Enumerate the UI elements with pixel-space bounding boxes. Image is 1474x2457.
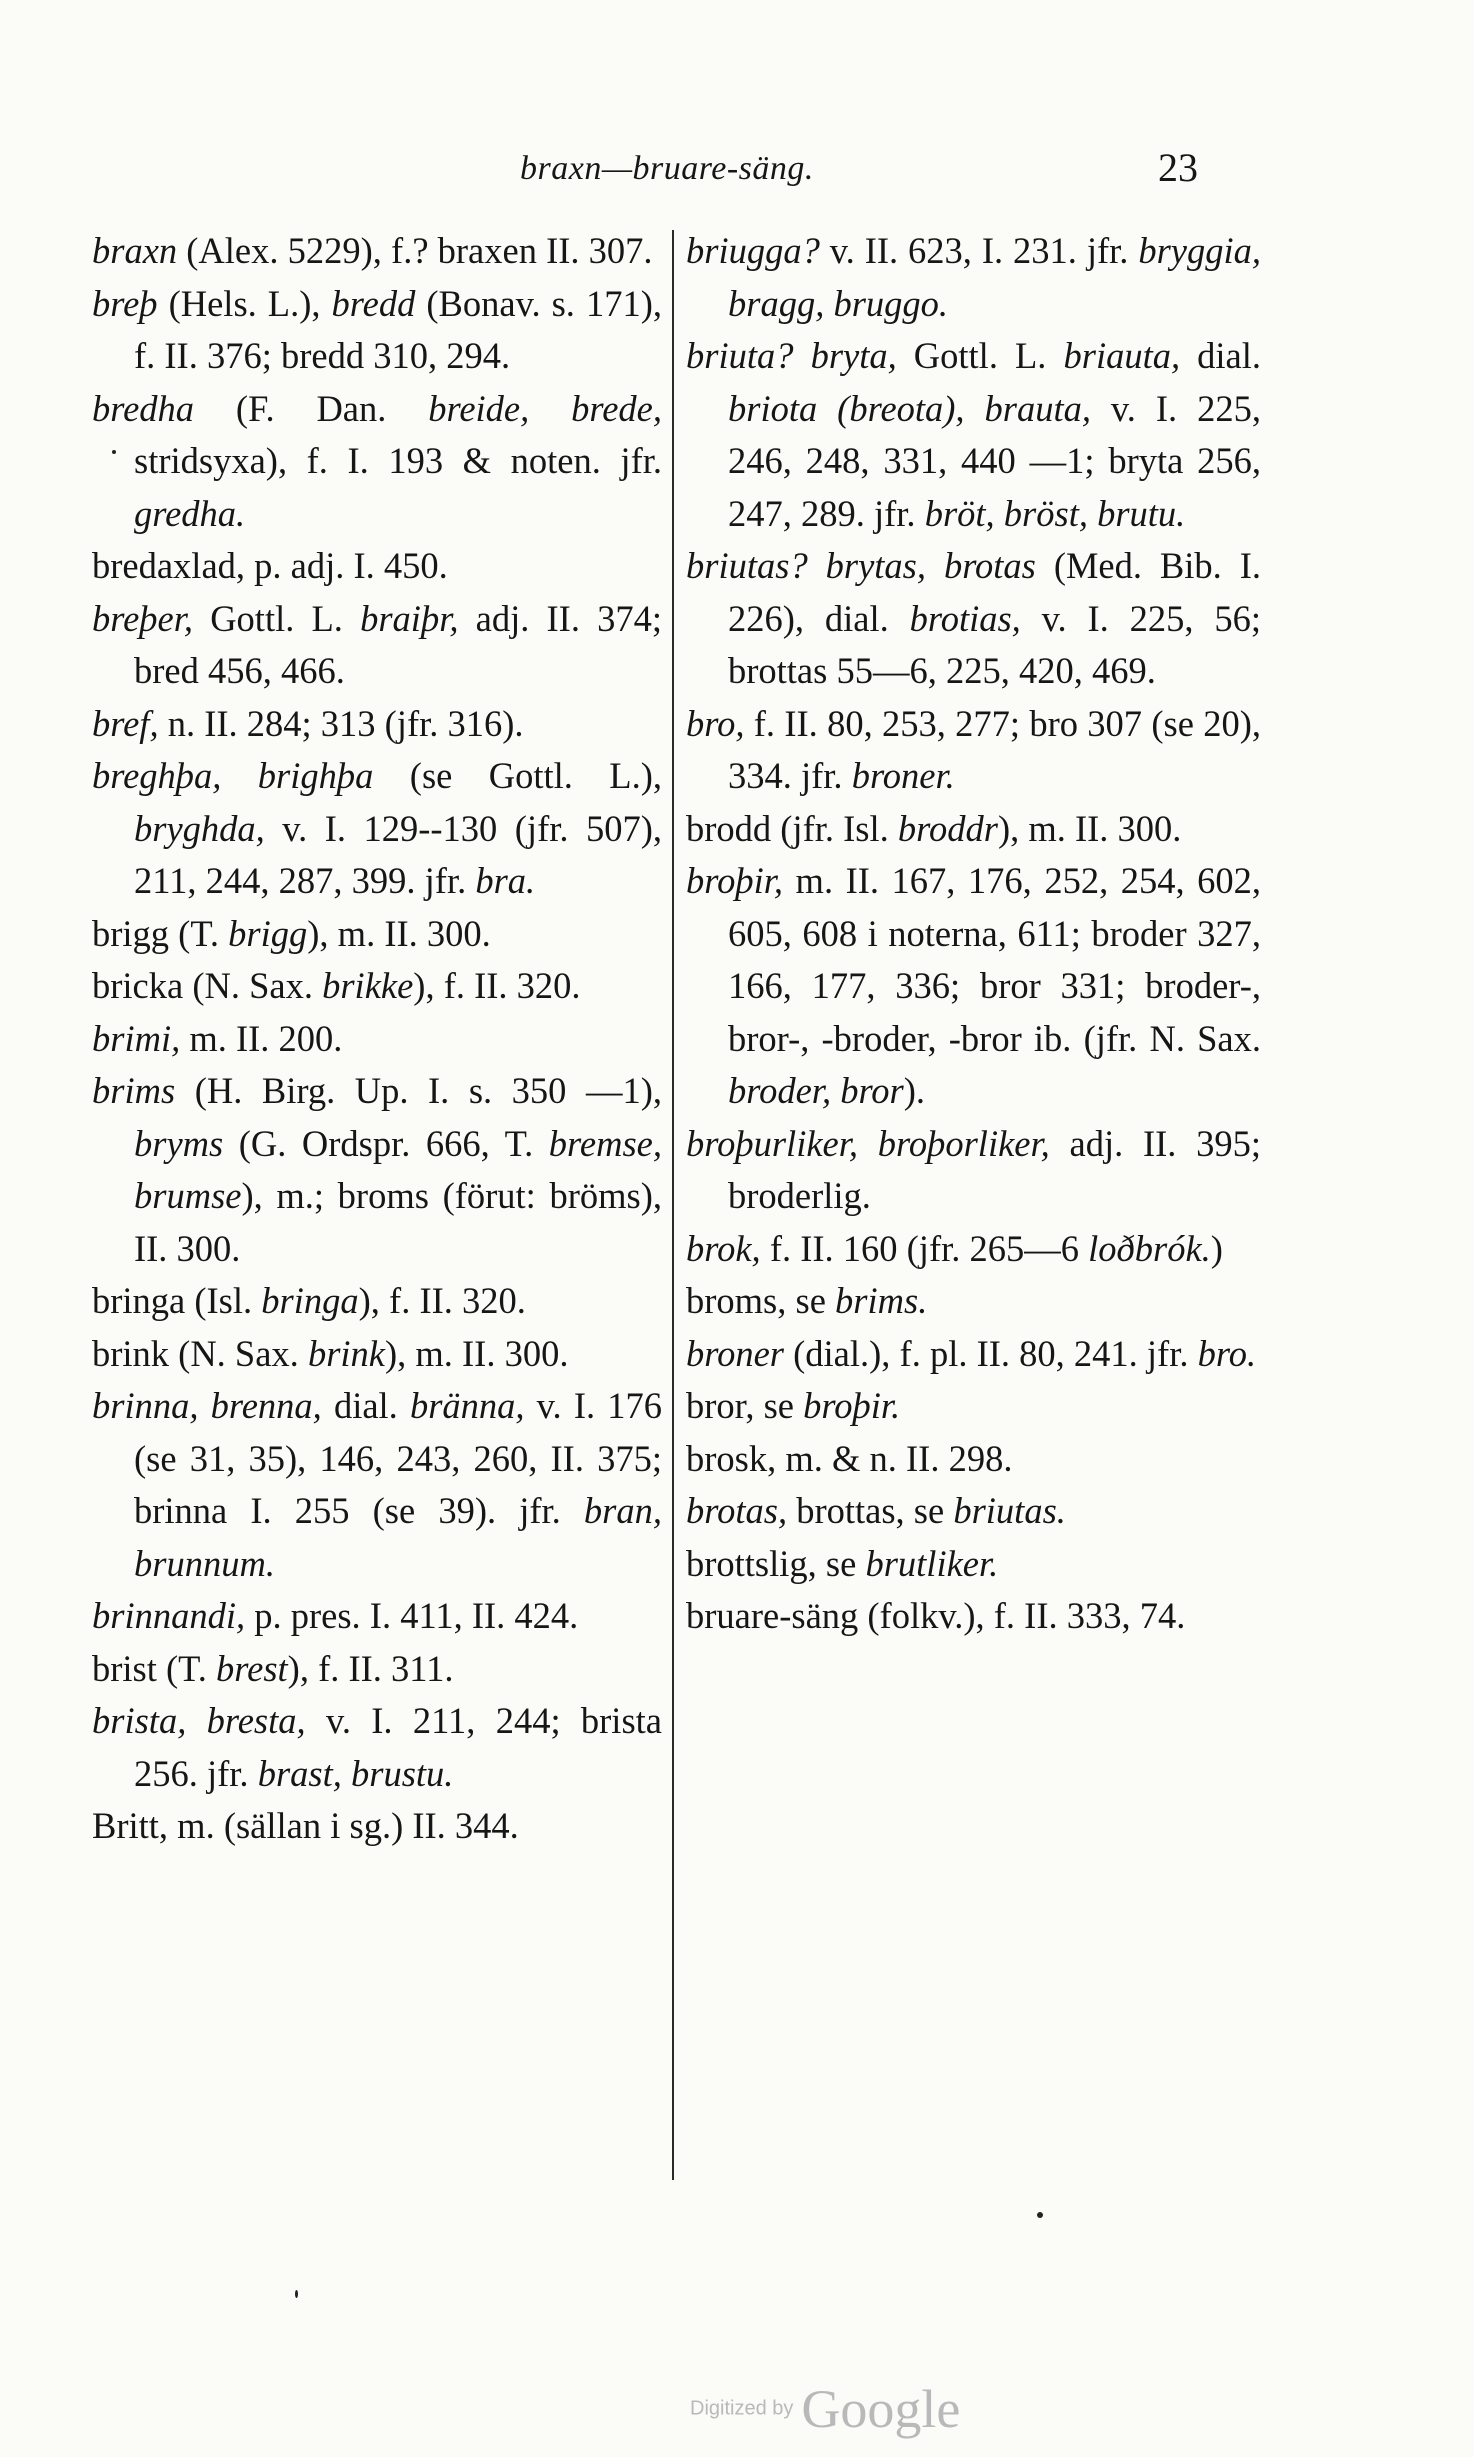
entry-italic-text: brotas, — [686, 1490, 788, 1531]
entry-italic-text: briutas. — [953, 1490, 1066, 1531]
entry-italic-text: brims — [92, 1070, 176, 1111]
entry-italic-text: bredd — [331, 282, 416, 324]
entry-italic-text: brest — [216, 1647, 288, 1689]
entry-italic-text: brink — [307, 1332, 385, 1374]
entry-italic-text: bryta, — [810, 335, 897, 376]
digitized-watermark — [690, 2378, 1010, 2438]
entry-text: brodd (jfr. Isl. — [686, 807, 898, 849]
entry-italic-text: bränna, — [409, 1385, 525, 1426]
entry-text: ), f. II. 311. — [287, 1647, 454, 1689]
entry-text: Gottl. L. — [193, 597, 361, 639]
entry-text: v. I. 176 (se 31, 35), 146, 243, 260, II. 375; brinna I. 255 (se 39). jfr. — [134, 1385, 662, 1531]
dictionary-entry — [92, 1380, 662, 1590]
entry-italic-text: briutas? — [686, 545, 808, 586]
dictionary-entry — [92, 1065, 662, 1275]
entry-italic-text: broddr — [897, 807, 998, 849]
entry-text: ), m. II. 300. — [997, 807, 1182, 849]
entry-text: (F. Dan. — [194, 387, 429, 429]
dictionary-entry — [92, 1013, 662, 1066]
entry-italic-text: breþer, — [92, 597, 194, 639]
entry-text: (se Gottl. L.), — [373, 755, 662, 796]
dictionary-entry — [92, 540, 662, 593]
entry-italic-text: loðbrók. — [1088, 1227, 1211, 1269]
dictionary-entry — [92, 1590, 662, 1643]
dictionary-entry — [92, 1800, 662, 1853]
entry-text: ) — [1210, 1227, 1223, 1269]
entry-italic-text: broþir, — [686, 860, 784, 901]
entry-text: (dial.), f. pl. II. 80, 241. jfr. — [784, 1332, 1198, 1374]
right-column — [686, 225, 1261, 1643]
entry-text: v. I. 225, 56; brottas 55—6, 225, 420, 469. — [728, 597, 1261, 691]
entry-italic-text: breghþa, brighþa — [92, 755, 374, 796]
entry-text: adj. II. 374; bred 456, 466. — [134, 597, 662, 691]
google-logo: Google — [801, 2379, 961, 2439]
entry-text: p. pres. I. 411, II. 424. — [245, 1595, 579, 1636]
dictionary-entry — [92, 750, 662, 908]
left-column — [92, 225, 662, 1853]
entry-italic-text: briuta? — [686, 335, 794, 376]
entry-text: bringa (Isl. — [92, 1280, 262, 1321]
dictionary-entry — [686, 1118, 1261, 1223]
entry-text: ), m.; broms (förut: bröms), II. 300. — [134, 1175, 662, 1269]
dictionary-entry — [92, 278, 662, 383]
entry-italic-text: bredha — [92, 387, 195, 429]
dictionary-entry — [92, 225, 662, 278]
entry-text: brottas, se — [787, 1490, 954, 1531]
entry-text — [794, 335, 811, 376]
entry-text: ), f. II. 320. — [413, 965, 581, 1006]
digitized-label: Digitized by — [690, 2397, 794, 2420]
entry-italic-text: broþurliker, broþorliker, — [686, 1122, 1050, 1164]
print-speck — [112, 450, 116, 454]
entry-text: brosk, m. & n. II. 298. — [686, 1437, 1013, 1479]
entry-italic-text: breide, brede, — [428, 387, 662, 429]
entry-text: m. II. 167, 176, 252, 254, 602, 605, 608 i noterna, 611; broder 327, 166, 177, 336; bror 331; broder-, bror-, -broder, -bror ib. (jfr. N. Sax. — [728, 860, 1261, 1059]
entry-text: (Bonav. s. 171), f. II. 376; bredd 310, 294. — [134, 282, 662, 376]
entry-text: f. II. 160 (jfr. 265—6 — [760, 1227, 1089, 1269]
entry-italic-text: bröt, bröst, brutu. — [924, 492, 1186, 534]
entry-text: (Hels. L.), — [157, 282, 332, 324]
dictionary-entry — [686, 698, 1261, 803]
entry-italic-text: brok, — [686, 1227, 761, 1269]
entry-text: ), m. II. 300. — [384, 1332, 569, 1374]
entry-text: bredaxlad, p. adj. I. 450. — [92, 545, 448, 586]
entry-italic-text: braiþr, — [360, 597, 459, 639]
entry-italic-text: brutliker. — [865, 1542, 999, 1584]
entry-italic-text: bryghda, — [134, 807, 265, 849]
entry-italic-text: broþir. — [803, 1385, 901, 1426]
entry-italic-text: bremse, brumse — [134, 1122, 662, 1216]
entry-italic-text: broner — [686, 1332, 785, 1374]
dictionary-entry — [92, 1695, 662, 1800]
dictionary-entry — [92, 593, 662, 698]
entry-italic-text: brinna, brenna, — [92, 1385, 322, 1426]
entry-text: brink (N. Sax. — [92, 1332, 308, 1374]
entry-text: Gottl. L. — [896, 335, 1064, 376]
entry-text: adj. II. 395; broderlig. — [728, 1122, 1262, 1216]
entry-text: dial. — [321, 1385, 410, 1426]
entry-italic-text: briota (breota), brauta, — [728, 387, 1091, 429]
entry-text: n. II. 284; 313 (jfr. 316). — [158, 702, 524, 744]
entry-italic-text: bro. — [1197, 1332, 1257, 1374]
dictionary-entry — [686, 803, 1261, 856]
print-speck — [295, 2290, 298, 2298]
entry-italic-text: bryms — [134, 1122, 224, 1164]
entry-text — [808, 545, 826, 586]
page-number: 23 — [1158, 145, 1198, 190]
entry-text: v. I. 211, 244; brista 256. jfr. — [134, 1700, 662, 1794]
entry-italic-text: brims. — [835, 1280, 928, 1321]
entry-text: stridsyxa), f. I. 193 & noten. jfr. — [134, 440, 662, 481]
entry-italic-text: bro, — [686, 702, 745, 744]
dictionary-entry — [92, 383, 662, 541]
entry-italic-text: brast, brustu. — [257, 1752, 454, 1794]
entry-italic-text: gredha. — [134, 492, 246, 534]
dictionary-entry — [686, 1380, 1261, 1433]
entry-italic-text: briauta, — [1063, 335, 1181, 376]
entry-italic-text: broder, bror — [728, 1070, 904, 1111]
entry-text: v. I. 129--130 (jfr. 507), 211, 244, 287, 399. jfr. — [134, 807, 662, 901]
entry-italic-text: brikke — [322, 965, 414, 1006]
entry-italic-text: bref, — [92, 702, 159, 744]
entry-text: dial. — [1180, 335, 1262, 376]
dictionary-entry — [92, 1328, 662, 1381]
dictionary-entry — [686, 1275, 1261, 1328]
entry-text: (H. Birg. Up. I. s. 350 —1), — [175, 1070, 662, 1111]
dictionary-entry — [92, 908, 662, 961]
dictionary-entry — [686, 1538, 1261, 1591]
entry-italic-text: brigg — [228, 912, 308, 954]
entry-italic-text: brista, bresta, — [92, 1700, 306, 1741]
dictionary-entry — [686, 855, 1261, 1118]
entry-italic-text: braxn — [92, 230, 178, 271]
entry-text: m. II. 200. — [180, 1017, 343, 1059]
entry-italic-text: broner. — [851, 755, 955, 796]
dictionary-entry — [686, 1433, 1261, 1486]
entry-italic-text: breþ — [92, 282, 158, 324]
entry-text: bricka (N. Sax. — [92, 965, 323, 1006]
entry-italic-text: briugga? — [686, 230, 820, 271]
dictionary-entry — [686, 1223, 1261, 1276]
entry-text: bruare-säng (folkv.), f. II. 333, 74. — [686, 1595, 1186, 1636]
entry-text: f. II. 80, 253, 277; bro 307 (se 20), 334. jfr. — [728, 702, 1261, 796]
entry-text: brist (T. — [92, 1647, 217, 1689]
dictionary-entry — [92, 960, 662, 1013]
entry-text: broms, se — [686, 1280, 836, 1321]
entry-text: ), m. II. 300. — [307, 912, 491, 954]
entry-text: brottslig, se — [686, 1542, 866, 1584]
dictionary-entry — [92, 1275, 662, 1328]
entry-text: ). — [903, 1070, 926, 1111]
entry-text: (Med. Bib. I. 226), dial. — [728, 545, 1262, 639]
dictionary-entry — [92, 698, 662, 751]
entry-italic-text: bra. — [475, 860, 536, 901]
dictionary-entry — [92, 1643, 662, 1696]
column-divider — [672, 230, 674, 2180]
entry-italic-text: brimi, — [92, 1017, 181, 1059]
entry-text: bror, se — [686, 1385, 804, 1426]
dictionary-entry — [686, 1328, 1261, 1381]
print-speck — [1037, 2212, 1043, 2218]
dictionary-entry — [686, 1485, 1261, 1538]
entry-text: Britt, m. (sällan i sg.) II. 344. — [92, 1805, 519, 1846]
entry-italic-text: bran, brunnum. — [134, 1490, 662, 1584]
entry-italic-text: brytas, brotas — [825, 545, 1036, 586]
entry-italic-text: brinnandi, — [92, 1595, 246, 1636]
entry-text: v. I. 225, 246, 248, 331, 440 —1; bryta 256, 247, 289. jfr. — [728, 387, 1261, 534]
dictionary-entry — [686, 540, 1261, 698]
entry-italic-text: brotias, — [909, 597, 1021, 639]
running-head: braxn—bruare-säng. — [520, 150, 814, 187]
dictionary-entry — [686, 1590, 1261, 1643]
entry-text: (Alex. 5229), f.? braxen II. 307. — [177, 230, 653, 271]
entry-text: ), f. II. 320. — [358, 1280, 526, 1321]
entry-italic-text: bringa — [261, 1280, 359, 1321]
page-header — [0, 140, 1474, 200]
entry-italic-text: bryggia, bragg, bruggo. — [728, 230, 1261, 324]
dictionary-entry — [686, 225, 1261, 330]
entry-text: brigg (T. — [92, 912, 229, 954]
dictionary-entry — [686, 330, 1261, 540]
entry-text: v. II. 623, I. 231. jfr. — [819, 230, 1139, 271]
entry-text: (G. Ordspr. 666, T. — [223, 1122, 549, 1164]
